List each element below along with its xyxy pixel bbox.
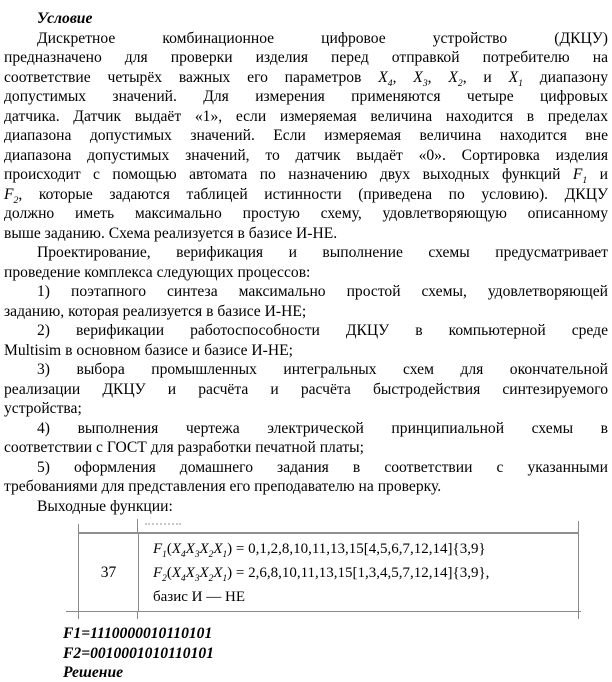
output-functions-label: Выходные функции: xyxy=(37,497,173,515)
body-line: происходит с помощью автомата по назначению двух выходных функций $F_1$ и xyxy=(4,166,608,187)
solution-heading: Решение xyxy=(63,664,124,681)
problem-statement-text xyxy=(4,9,608,516)
body-line: датчика. Датчик выдаёт «1», если измеряемая величина находится в пределах xyxy=(4,107,608,125)
body-line: должно иметь максимально простую схему, удовлетворяющую описанному xyxy=(4,205,608,222)
body-line: $F_2$, которые задаются таблицей истинности (приведена по условию). ДКЦУ xyxy=(4,185,608,206)
list-item-3: реализации ДКЦУ и расчёта и расчёта быстродействия синтезируемого xyxy=(4,380,608,398)
table-border-segment xyxy=(578,612,579,619)
function-f2-definition: $F_2(X_4X_3X_2X_1) = 2,6,8,10,11,13,15[1,3,4,5,7,12,14]\{3,9\}$, xyxy=(153,565,490,584)
body-line: Проектирование, верификация и выполнение схемы предусматривает xyxy=(37,244,608,261)
section-heading: Условие xyxy=(37,10,93,27)
f1-truth-vector: F1=1110000010110101 xyxy=(63,625,213,642)
variant-number-cell: 37 xyxy=(79,534,139,611)
table-border-segment xyxy=(137,519,138,532)
list-item-5: требованиями для представления его преподавателю на проверку. xyxy=(4,478,442,495)
list-item-2: Multisim в основном базисе и базисе И-НЕ; xyxy=(4,341,293,359)
list-item-1: 1) поэтапного синтеза максимально простой схемы, удовлетворяющей xyxy=(37,283,608,300)
table-border-segment xyxy=(578,521,579,532)
list-item-4: 4) выполнения чертежа электрической принципиальной схемы в xyxy=(37,419,608,437)
table-border-segment xyxy=(78,612,79,619)
task-variant-table xyxy=(78,519,579,619)
table-border-segment xyxy=(137,612,138,619)
table-border-segment xyxy=(78,524,79,532)
variant-row xyxy=(78,532,579,611)
f2-truth-vector: F2=0010001010110101 xyxy=(63,644,214,662)
function-f1-definition: $F_1(X_4X_3X_2X_1) = 0,1,2,8,10,11,13,15[4,5,6,7,12,14]\{3,9\}$ xyxy=(153,541,486,560)
list-item-5: 5) оформления домашнего задания в соответствии с указанными xyxy=(37,458,608,476)
body-line: Дискретное комбинационное цифровое устройство (ДКЦУ) xyxy=(37,29,608,47)
body-line: диапазона допустимых значений. Если измеряемая величина находится вне xyxy=(4,127,608,144)
functions-cell xyxy=(139,534,578,611)
body-line: диапазона допустимых значений, то датчик выдаёт «0». Сортировка изделия xyxy=(4,146,608,164)
list-item-2: 2) верификации работоспособности ДКЦУ в компьютерной среде xyxy=(37,322,608,339)
list-item-1: заданию, которая реализуется в базисе И-НЕ; xyxy=(4,302,307,320)
body-line: выше заданию. Схема реализуется в базисе И-НЕ. xyxy=(4,224,338,242)
list-item-3: 3) выбора промышленных интегральных схем для окончательной xyxy=(37,361,608,378)
list-item-4: соответствии с ГОСТ для разработки печатной платы; xyxy=(4,439,364,456)
basis-note: базис И — НЕ xyxy=(153,589,245,605)
cropped-row-below xyxy=(78,612,579,619)
list-item-3: устройства; xyxy=(4,400,82,417)
body-line: предназначено для проверки изделия перед отправкой потребителю на xyxy=(4,49,608,66)
body-line: проведение комплекса следующих процессов: xyxy=(4,263,311,281)
body-line: допустимых значений. Для измерения применяются четыре цифровых xyxy=(4,88,608,105)
derived-results-text xyxy=(4,624,608,682)
body-line: соответствие четырёх важных его параметров $X_4$, $X_3$, $X_2$, и $X_1$ диапазону xyxy=(4,68,608,89)
cropped-text-remnant xyxy=(145,523,181,525)
cropped-row-above xyxy=(78,519,579,532)
